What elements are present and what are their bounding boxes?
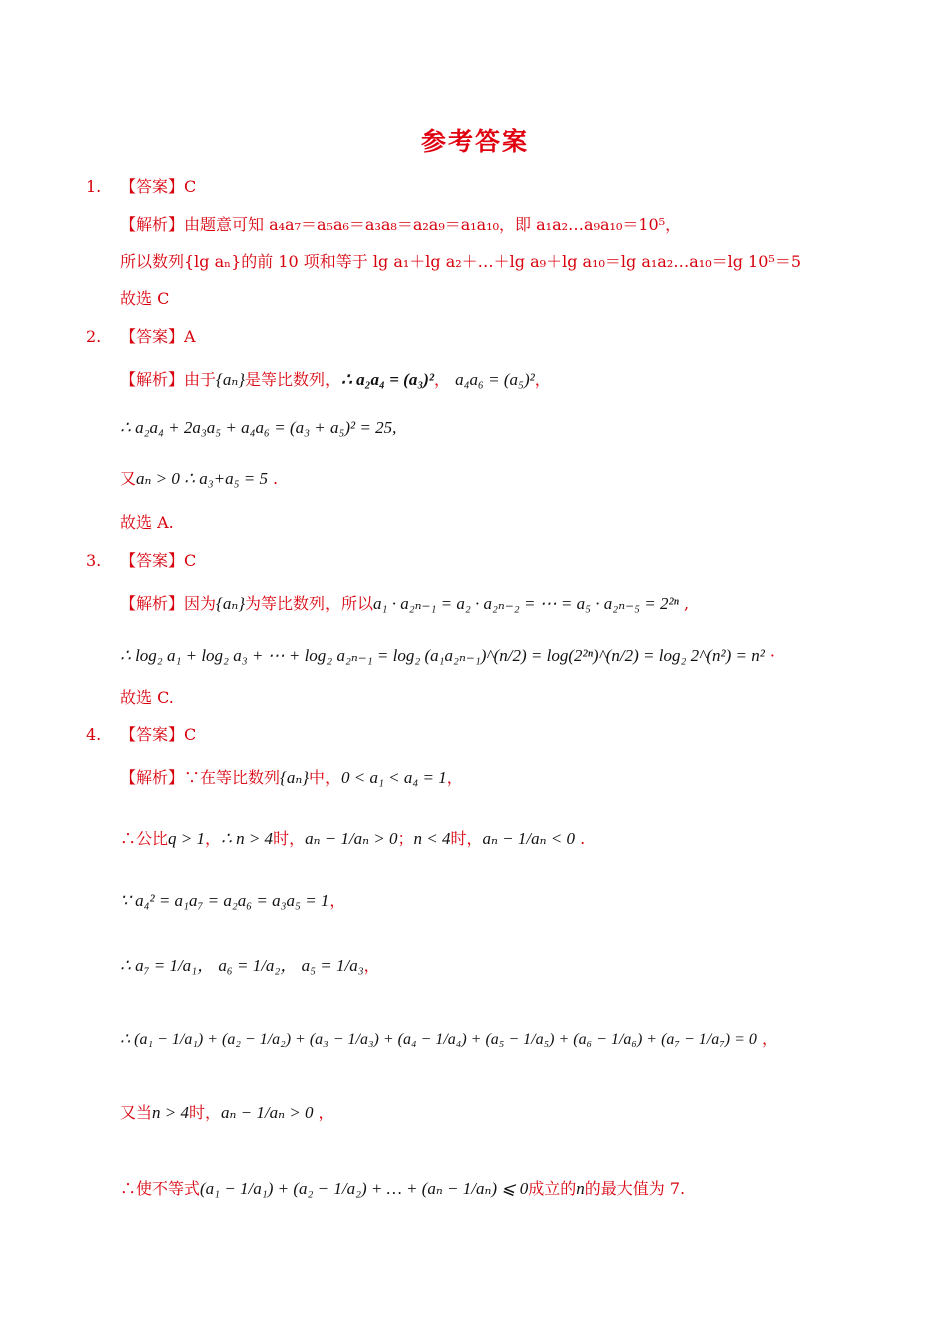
q1-answer-line xyxy=(86,174,196,197)
q4-number: 4. xyxy=(86,725,102,744)
q1-analysis-tag: 【解析】 xyxy=(120,215,185,234)
q4-text2: 中， xyxy=(309,768,342,787)
q4-analysis-line6: 又当n > 4时，aₙ − 1/aₙ > 0 ， xyxy=(120,1103,335,1122)
q3-seq-formula: {aₙ} xyxy=(216,594,246,613)
q3-formula1: a₁ · a₂ₙ₋₁ = a₂ · a₂ₙ₋₂ = ⋯ = a₅ · a₂ₙ₋₅ = 2²ⁿ xyxy=(373,594,679,613)
page-title: 参考答案 xyxy=(420,127,529,156)
q3-formula2: ∴ log₂ a₁ + log₂ a₃ + ⋯ + log₂ a₂ₙ₋₁ = log₂ (a₁a₂ₙ₋₁)^(n/2) = log(2²ⁿ)^(n/2) = log₂ 2^(n²) = n² xyxy=(120,646,765,665)
q4-formula1: 0 < a₁ < a₄ = 1 xyxy=(341,768,447,787)
q4-answer: 【答案】C xyxy=(120,725,197,744)
q4-l7-prefix: ∴使不等式 xyxy=(120,1179,201,1198)
q4-analysis-line1: 【解析】∵在等比数列{aₙ}中，0 < a₁ < a₄ = 1， xyxy=(120,768,463,787)
q3-conclusion: 故选 C. xyxy=(120,688,174,707)
q1-analysis-line1 xyxy=(120,212,681,235)
q4-analysis-line3: ∵ a₄² = a₁a₇ = a₂a₆ = a₃a₅ = 1， xyxy=(120,891,346,910)
q3-answer-line xyxy=(86,548,196,571)
q3-text2: 为等比数列，所以 xyxy=(245,594,374,613)
q3-analysis-line1: 【解析】因为{aₙ}为等比数列，所以a₁ · a₂ₙ₋₁ = a₂ · a₂ₙ₋₂ = ⋯ = a₅ · a₂ₙ₋₅ = 2²ⁿ , xyxy=(120,594,690,613)
q4-l2-then: ∴ n > 4 xyxy=(221,829,274,848)
q2-conclusion: 故选 A. xyxy=(120,513,174,532)
q4-l6-when: 时， xyxy=(189,1103,222,1122)
q2-answer: 【答案】A xyxy=(120,327,196,346)
q4-l6-prefix: 又当 xyxy=(120,1103,153,1122)
q3-answer: 【答案】C xyxy=(120,551,197,570)
q4-l7-end: 的最大值为 7. xyxy=(584,1179,686,1198)
q2-formula1: ∴ a₂a₄ = (a₃)² xyxy=(341,370,434,389)
q3-analysis-tag: 【解析】 xyxy=(120,594,185,613)
q4-analysis-line5: ∴ (a₁ − 1/a₁) + (a₂ − 1/a₂) + (a₃ − 1/a₃) + (a₄ − 1/a₄) + (a₅ − 1/a₅) + (a₆ − 1/a₆) + (a₇ − 1/a₇) = 0 ， xyxy=(120,1029,779,1048)
q2-text2: 是等比数列， xyxy=(245,370,342,389)
q2-formula2: a₄a₆ = (a₅)² xyxy=(455,370,535,389)
q4-l7-expr: (a₁ − 1/a₁) + (a₂ − 1/a₂) + … + (aₙ − 1/aₙ) ⩽ 0 xyxy=(200,1179,529,1198)
q4-formula3: ∵ a₄² = a₁a₇ = a₂a₆ = a₃a₅ = 1 xyxy=(120,891,330,910)
q4-formula4: ∴ a₇ = 1/a₁， a₆ = 1/a₂， a₅ = 1/a₃ xyxy=(120,956,364,975)
q4-l7-n: n xyxy=(576,1179,585,1198)
q2-analysis-tag: 【解析】 xyxy=(120,370,185,389)
q2-analysis-line3: 又aₙ > 0 ∴ a₃+a₅ = 5 . xyxy=(120,469,279,488)
q4-l2-when2: 时， xyxy=(450,829,483,848)
q4-l7-suffix: 成立的 xyxy=(528,1179,577,1198)
q4-analysis-line2: ∴公比q > 1，∴ n > 4时，aₙ − 1/aₙ > 0；n < 4时，aₙ − 1/aₙ < 0 . xyxy=(120,829,586,848)
q1-answer: 【答案】C xyxy=(120,177,197,196)
q4-l6-cond: n > 4 xyxy=(152,1103,189,1122)
q4-l2-q: q > 1 xyxy=(168,829,205,848)
q4-answer-line xyxy=(86,722,196,745)
q4-analysis-line7 xyxy=(120,1176,685,1199)
q2-formula4: aₙ > 0 ∴ a₃+a₅ = 5 xyxy=(136,469,268,488)
q1-number: 1. xyxy=(86,177,102,196)
q4-analysis-line4: ∴ a₇ = 1/a₁， a₆ = 1/a₂， a₅ = 1/a₃， xyxy=(120,956,380,975)
q4-analysis-tag: 【解析】 xyxy=(120,768,185,787)
q1-analysis-line2: 所以数列{lg aₙ}的前 10 项和等于 lg a₁＋lg a₂＋…＋lg a₉＋lg a₁₀＝lg a₁a₂…a₁₀＝lg 10⁵＝5 xyxy=(120,252,802,271)
q2-analysis-line2 xyxy=(120,418,396,438)
q2-analysis-line1: 【解析】由于{aₙ}是等比数列，∴ a₂a₄ = (a₃)²， a₄a₆ = (a₅)²， xyxy=(120,370,551,389)
q4-text1: ∵在等比数列 xyxy=(184,768,281,787)
q4-l2-expr2: aₙ − 1/aₙ < 0 xyxy=(482,829,575,848)
q4-l2-cond2: n < 4 xyxy=(413,829,451,848)
q4-formula5: ∴ (a₁ − 1/a₁) + (a₂ − 1/a₂) + (a₃ − 1/a₃) + (a₄ − 1/a₄) + (a₅ − 1/a₅) + (a₆ − 1/a₆) + (a₇ − 1/a₇) = 0 xyxy=(120,1031,757,1048)
q4-l2-ratio: ∴公比 xyxy=(120,829,169,848)
q3-analysis-line2: ∴ log₂ a₁ + log₂ a₃ + ⋯ + log₂ a₂ₙ₋₁ = log₂ (a₁a₂ₙ₋₁)^(n/2) = log(2²ⁿ)^(n/2) = log₂ 2^(n²) = n² · xyxy=(120,646,775,665)
q2-prefix3: 又 xyxy=(120,469,137,488)
q2-seq-formula: {aₙ} xyxy=(216,370,246,389)
q1-analysis-text1: 由题意可知 a₄a₇＝a₅a₆＝a₃a₈＝a₂a₉＝a₁a₁₀，即 a₁a₂…a₉a₁₀＝10⁵， xyxy=(184,215,682,234)
q4-l2-semicolon: ； xyxy=(397,829,414,848)
q3-number: 3. xyxy=(86,551,102,570)
q2-number: 2. xyxy=(86,327,102,346)
q4-l2-expr1: aₙ − 1/aₙ > 0 xyxy=(305,829,398,848)
q2-formula3: ∴ a₂a₄ + 2a₃a₅ + a₄a₆ = (a₃ + a₅)² = 25, xyxy=(120,418,397,437)
q2-answer-line xyxy=(86,324,196,347)
q4-l6-expr: aₙ − 1/aₙ > 0 xyxy=(221,1103,314,1122)
q4-seq-formula: {aₙ} xyxy=(280,768,310,787)
q2-text1: 由于 xyxy=(184,370,217,389)
q4-l2-when: 时， xyxy=(273,829,306,848)
q3-text1: 因为 xyxy=(184,594,217,613)
q1-conclusion: 故选 C xyxy=(120,289,170,308)
